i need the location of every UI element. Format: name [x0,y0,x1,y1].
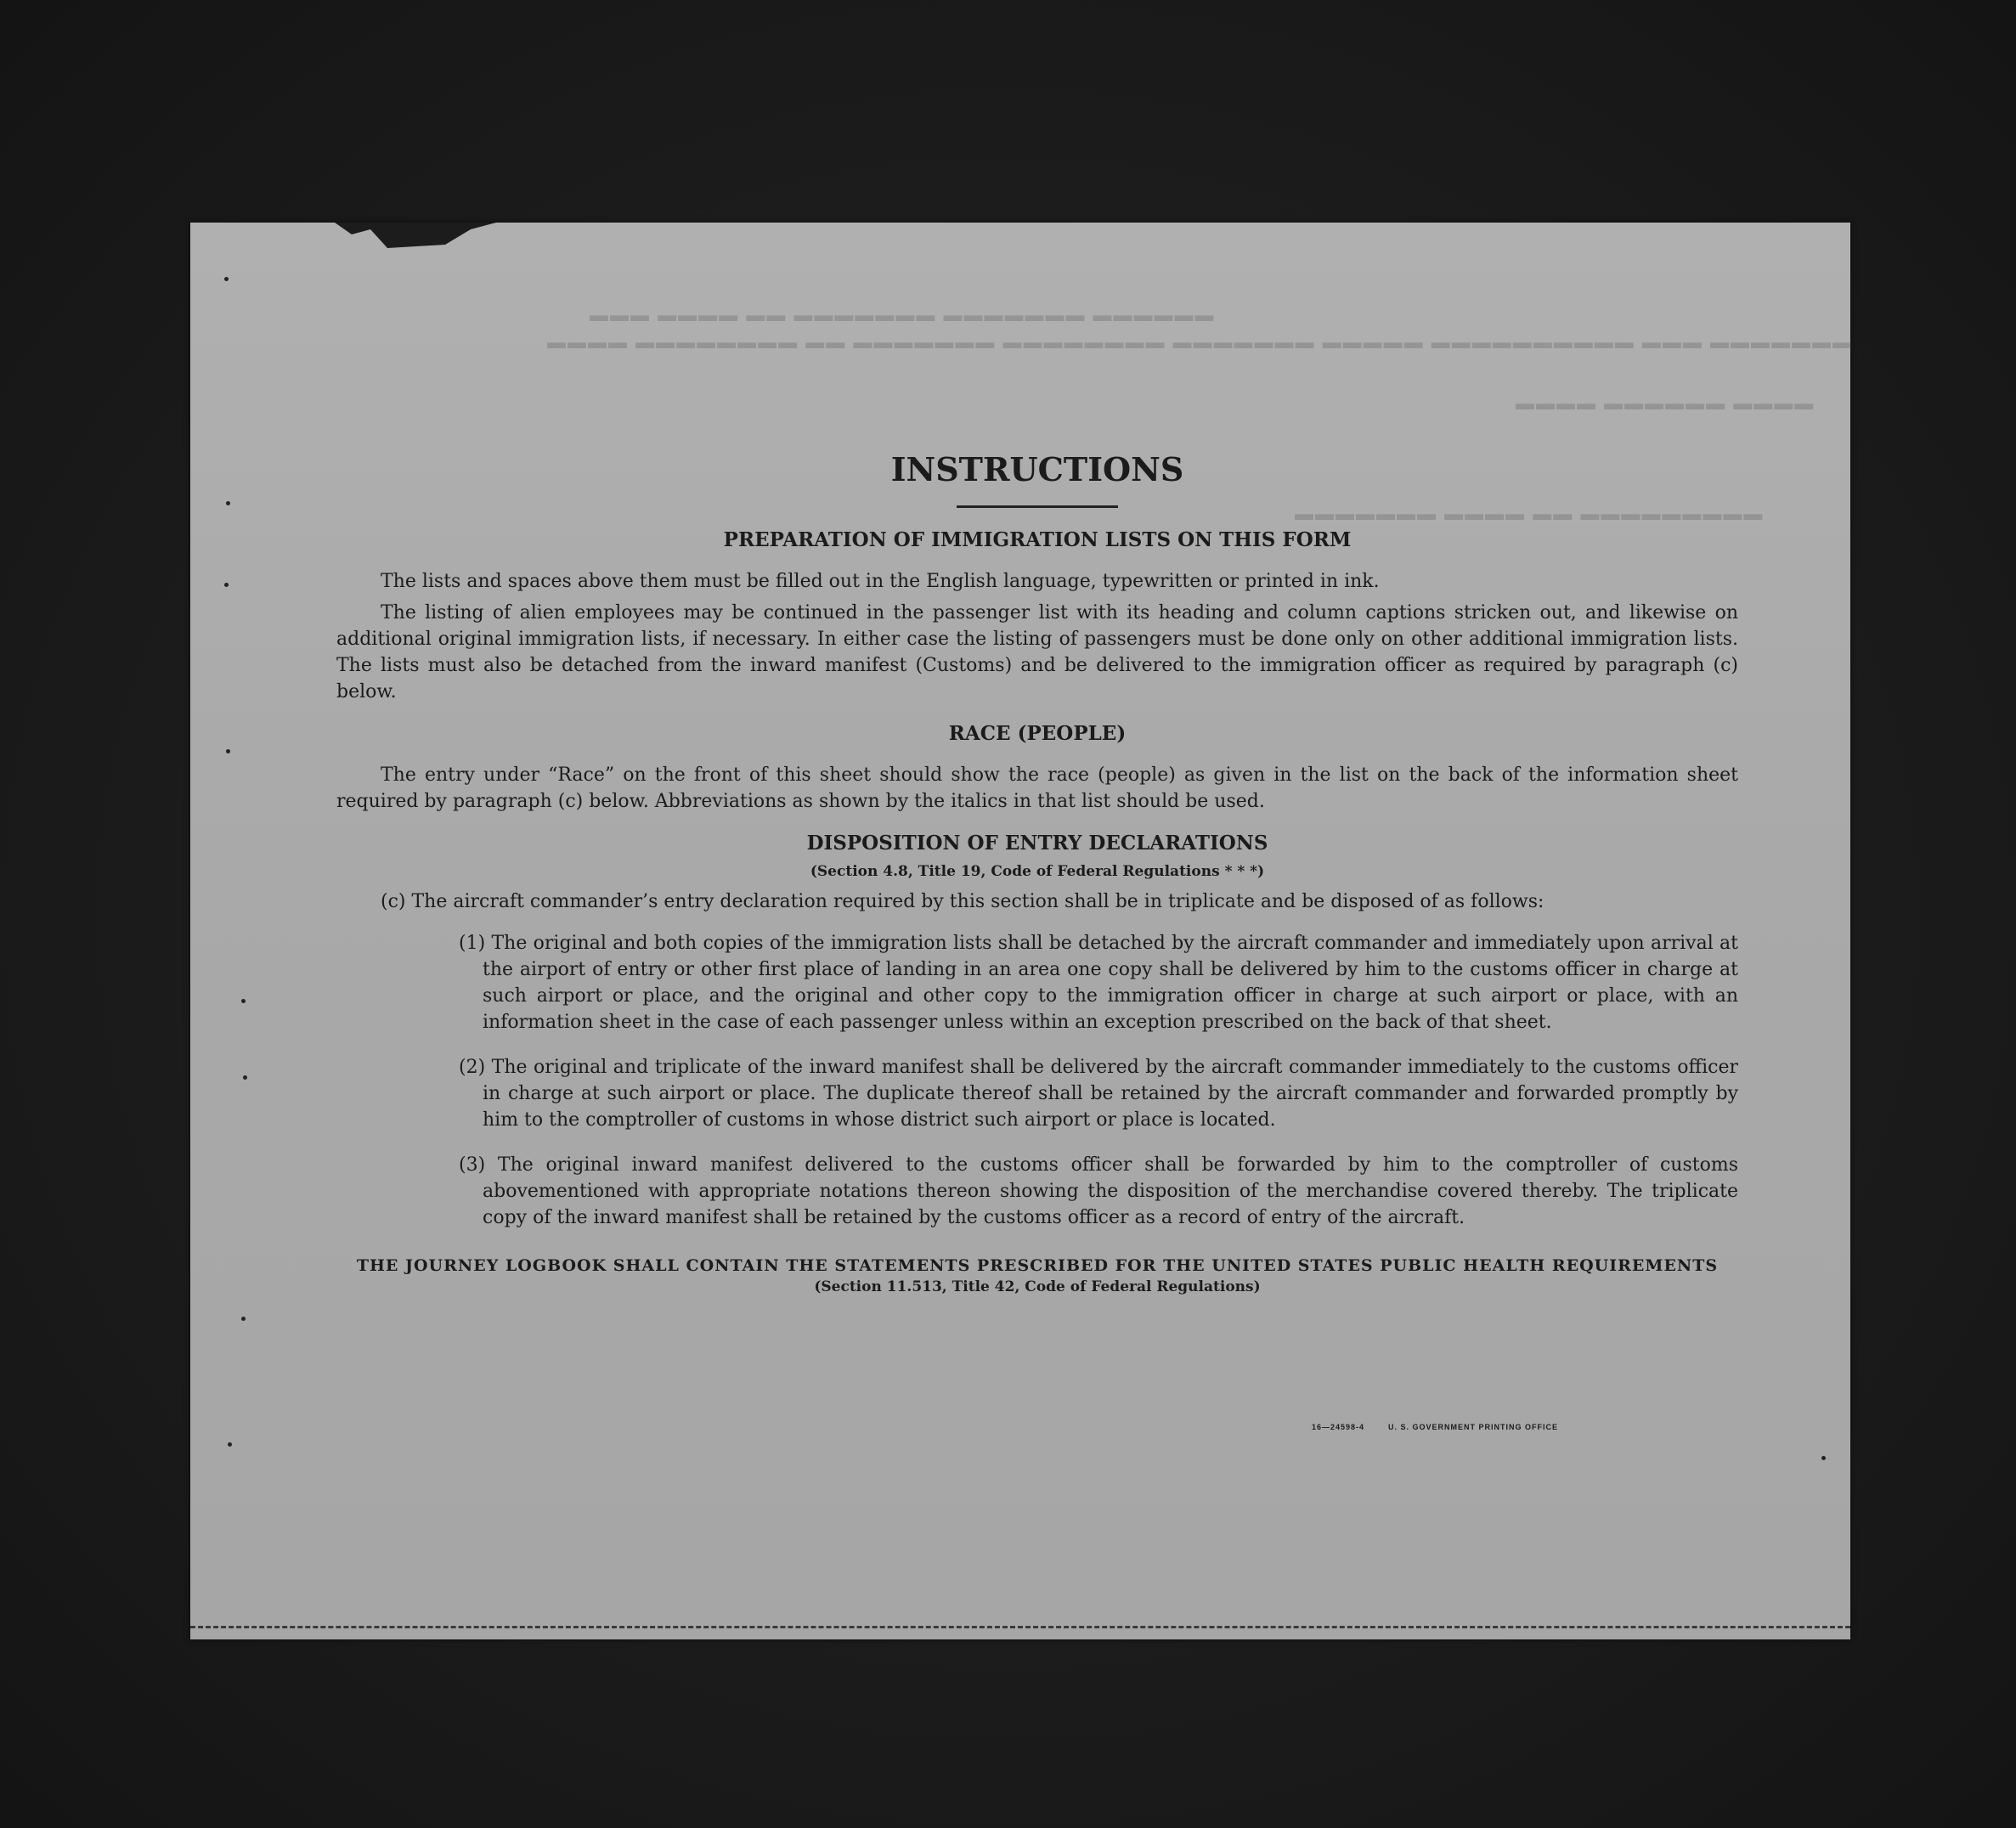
preparation-heading: PREPARATION OF IMMIGRATION LISTS ON THIS FORM [723,528,1352,551]
binder-hole [226,501,230,505]
binder-hole [1821,1456,1826,1460]
document-sheet [190,223,1854,1639]
public-health-citation: (Section 11.513, Title 42, Code of Federal Regulations) [814,1278,1261,1295]
instructions-body [336,450,1738,1295]
disposition-item-2: (2) The original and triplicate of the inward manifest shall be delivered by the aircraft commander immediately to the customs officer in charge at such airport or place. The duplicate thereof shall be retained by the aircraft commander and forwarded promptly by him to the comptroller of customs in whose district such airport or place is located. [459,1057,1738,1131]
disposition-heading: DISPOSITION OF ENTRY DECLARATIONS [806,832,1268,855]
bleed-through-text: ▬▬▬ ▬▬▬▬ ▬▬ ▬▬▬▬▬▬▬ ▬▬▬▬▬▬▬ ▬▬▬▬▬▬ [590,304,1216,325]
binder-hole [241,999,246,1003]
disposition-subheading: (Section 4.8, Title 19, Code of Federal Regulations * * *) [810,863,1265,880]
binder-hole [241,1317,246,1321]
title-rule [957,505,1118,508]
disposition-item-1: (1) The original and both copies of the immigration lists shall be detached by the aircraft commander and immediately upon arrival at the airport of entry or other first place of landing in an area one copy shall be delivered by him to the customs officer in charge at such airport or place, and the original and other copy to the immigration officer in charge at such airport or place, with an information sheet in the case of each passenger unless within an exception prescribed on the back of that sheet. [459,933,1738,1033]
form-number: 16—24598-4 [1311,1423,1364,1431]
preparation-paragraph-1: The lists and spaces above them must be filled out in the English language, typewritten or printed in ink. [381,571,1380,592]
preparation-paragraph-2: The listing of alien employees may be continued in the passenger list with its heading and column captions stricken out, and likewise on additional original immigration lists, if necessary. In either case the listing of passengers must be done only on other additional immigration lists. The lists must also be detached from the inward manifest (Customs) and be delivered to the immigration officer as required by paragraph (c) below. [336,602,1738,702]
bleed-through-text: ▬▬▬▬ ▬▬▬▬▬▬ ▬▬▬▬ [1516,392,1816,414]
binder-hole [224,277,229,281]
disposition-item-3: (3) The original inward manifest delivered to the customs officer shall be forwarded by him to the comptroller of customs abovementioned with appropriate notations thereon showing the disposition of the merchandise covered thereby. The triplicate copy of the inward manifest shall be retained by the customs officer as a record of entry of the aircraft. [459,1154,1738,1228]
disposition-item-c: (c) The aircraft commander’s entry declaration required by this section shall be in triplicate and be disposed of as follows: [381,891,1544,912]
race-paragraph: The entry under “Race” on the front of this sheet should show the race (people) as given in the list on the back of the information sheet required by paragraph (c) below. Abbreviations as shown by the italics in that list should be used. [336,764,1738,812]
printer-imprint [1312,1423,1558,1431]
bleed-through-text: ▬▬▬▬▬▬▬ ▬▬▬▬ ▬▬ ▬▬▬▬▬▬▬▬▬ [1295,503,1765,524]
bleed-through-text: ▬▬▬▬ ▬▬▬▬▬▬▬▬ ▬▬ ▬▬▬▬▬▬▬ ▬▬▬▬▬▬▬▬ ▬▬▬▬▬▬▬ ▬▬▬▬▬ ▬▬▬▬▬▬▬▬▬▬ ▬▬▬ ▬▬▬▬▬▬▬ [547,331,1854,353]
race-heading: RACE (PEOPLE) [948,722,1127,745]
perforation-line [190,1626,1850,1628]
public-health-notice: THE JOURNEY LOGBOOK SHALL CONTAIN THE STATEMENTS PRESCRIBED FOR THE UNITED STATES PUBLIC HEALTH REQUIREMENTS [356,1256,1719,1275]
page-title: INSTRUCTIONS [890,450,1184,488]
binder-hole [224,583,229,587]
binder-hole [226,749,230,753]
binder-hole [228,1442,232,1447]
printer-name: U. S. GOVERNMENT PRINTING OFFICE [1387,1423,1558,1431]
binder-hole [243,1075,247,1080]
torn-corner [190,223,496,257]
